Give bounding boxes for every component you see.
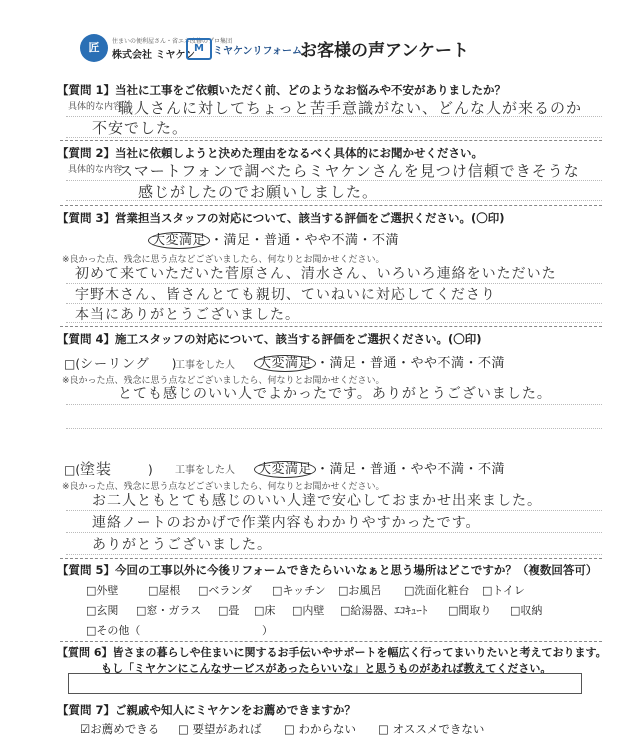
q4b-comment-note: ※良かった点、残念に思う点などございましたら、何なりとお聞かせください。 [62,482,385,492]
q3-comment-note: ※良かった点、残念に思う点などございましたら、何なりとお聞かせください。 [62,255,385,265]
q5-opt-layout[interactable]: □間取り [448,604,492,617]
q5-opt-washstand[interactable]: □洗面化粧台 [404,584,470,597]
company-logo: 匠 [80,34,108,62]
q4b-suffix: ) [148,463,153,477]
q5-opt-bath[interactable]: □お風呂 [338,584,382,597]
q4a-worker-type [64,353,176,372]
q1-answer-line2: 不安でした。 [92,119,189,137]
header [80,32,600,72]
q6-label-line2: もし「ミヤケンにこんなサービスがあったらいいな」と思うものがあれば教えてください。 [101,662,552,675]
header-company: 株式会社 ミヤケン [112,50,195,61]
q2-answer-line1: スマートフォンで調べたらミヤケンさんを見つけ信頼できそうな [118,162,580,180]
q4b-rating-others: ・満足・普通・やや不満・不満 [316,462,506,477]
q4a-worker-name: シーリング [80,357,150,372]
q5-opt-water-heater[interactable]: □給湯器、ｴｺｷｭｰﾄ [340,604,428,617]
q2-answer-line2: 感じがしたのでお願いしました。 [138,183,379,201]
q4b-worker-type [64,458,153,479]
q5-opt-other-close: ） [262,624,273,637]
q1-answer-line1: 職人さんに対してちょっと苦手意識がない、どんな人が来るのか [118,99,583,117]
q3-answer-line2: 宇野木さん、皆さんとても親切、ていねいに対応してくださり [75,287,496,303]
q7-opt-dont-know[interactable]: □ わからない [284,722,357,736]
header-reform: ミヤケンリフォーム [213,46,302,57]
q4b-worker-label: 工事をした人 [175,465,235,476]
q5-opt-exterior-wall[interactable]: □外壁 [86,584,119,597]
q4a-comment-note: ※良かった点、残念に思う点などございましたら、何なりとお聞かせください。 [62,376,385,386]
q5-opt-interior-wall[interactable]: □内壁 [292,604,325,617]
q5-opt-window-glass[interactable]: □窓・ガラス [136,604,202,617]
header-tagline: 住まいの便利屋さん・省エネ改修のプロ集団 [112,38,233,45]
page-title: お客様の声アンケート [300,41,469,61]
q7-opt-not-recommend[interactable]: □ オススメできない [378,722,485,736]
q3-rating-selected: 大変満足 [148,232,210,249]
q2-label: 【質問 2】当社に依頼しようと決めた理由をなるべく具体的にお聞かせください。 [57,146,484,160]
q5-opt-storage[interactable]: □収納 [510,604,543,617]
q5-opt-floor[interactable]: □床 [254,604,276,617]
q7-opt-on-request[interactable]: □ 要望があれば [178,722,262,736]
q5-opt-kitchen[interactable]: □キッチン [272,584,326,597]
q4b-rating [254,458,505,477]
q4a-rating-others: ・満足・普通・やや不満・不満 [316,356,506,371]
q6-label-line1: 【質問 6】皆さまの暮らしや住まいに関するお手伝いやサポートを幅広く行ってまいりたいと考えております。 [57,646,607,659]
q5-opt-entrance[interactable]: □玄関 [86,604,119,617]
q5-opt-toilet[interactable]: □トイレ [482,584,525,597]
q4a-rating-selected: 大変満足 [254,355,316,372]
q4a-rating [254,352,505,371]
q4a-suffix: ) [171,357,177,371]
q1-specific-label: 具体的な内容 [68,102,123,112]
q1-label: 【質問 1】当社に工事をご依頼いただく前、どのようなお悩みや不安がありましたか？ [57,83,507,97]
q4b-answer-line2: 連絡ノートのおかげで作業内容もわかりやすかったです。 [92,515,481,531]
q5-opt-tatami[interactable]: □畳 [218,604,240,617]
q3-label: 【質問 3】営業担当スタッフの対応について、該当する評価をご選択ください。(〇印) [57,211,505,225]
q4b-rating-selected: 大変満足 [254,461,316,478]
q3-rating-others: ・満足・普通・やや不満・不満 [210,233,400,248]
reform-logo-icon: M [186,38,212,60]
q7-opt-recommend[interactable]: ☑お薦めできる [80,722,160,736]
q4a-prefix: □( [64,357,81,371]
q3-rating [148,229,399,248]
q4a-answer-line1: とても感じのいい人でよかったです。ありがとうございました。 [118,386,552,402]
q5-opt-veranda[interactable]: □ベランダ [198,584,252,597]
q7-label: 【質問 7】ご親戚や知人にミヤケンをお薦めできますか？ [57,703,356,717]
q3-answer-line1: 初めて来ていただいた菅原さん、清水さん、いろいろ連絡をいただいた [75,266,557,282]
q5-label: 【質問 5】今回の工事以外に今後リフォームできたらいいなぁと思う場所はどこですか？（複数回答可） [57,563,598,577]
q4b-answer-line3: ありがとうございました。 [92,537,272,553]
q4b-answer-line1: お二人ともとても感じのいい人達で安心しておまかせ出来ました。 [92,493,542,509]
q5-opt-roof[interactable]: □屋根 [148,584,181,597]
q4b-prefix: □( [64,463,81,477]
q4b-worker-name: 塗装 [80,460,113,478]
q2-specific-label: 具体的な内容 [68,165,123,175]
q4a-worker-label: 工事をした人 [175,360,235,371]
q3-answer-line3: 本当にありがとうございました。 [75,307,300,323]
q5-opt-other[interactable]: □その他（ [86,624,141,637]
q6-answer-box[interactable] [68,673,582,694]
q4-label: 【質問 4】施工スタッフの対応について、該当する評価をご選択ください。(〇印) [57,332,482,346]
